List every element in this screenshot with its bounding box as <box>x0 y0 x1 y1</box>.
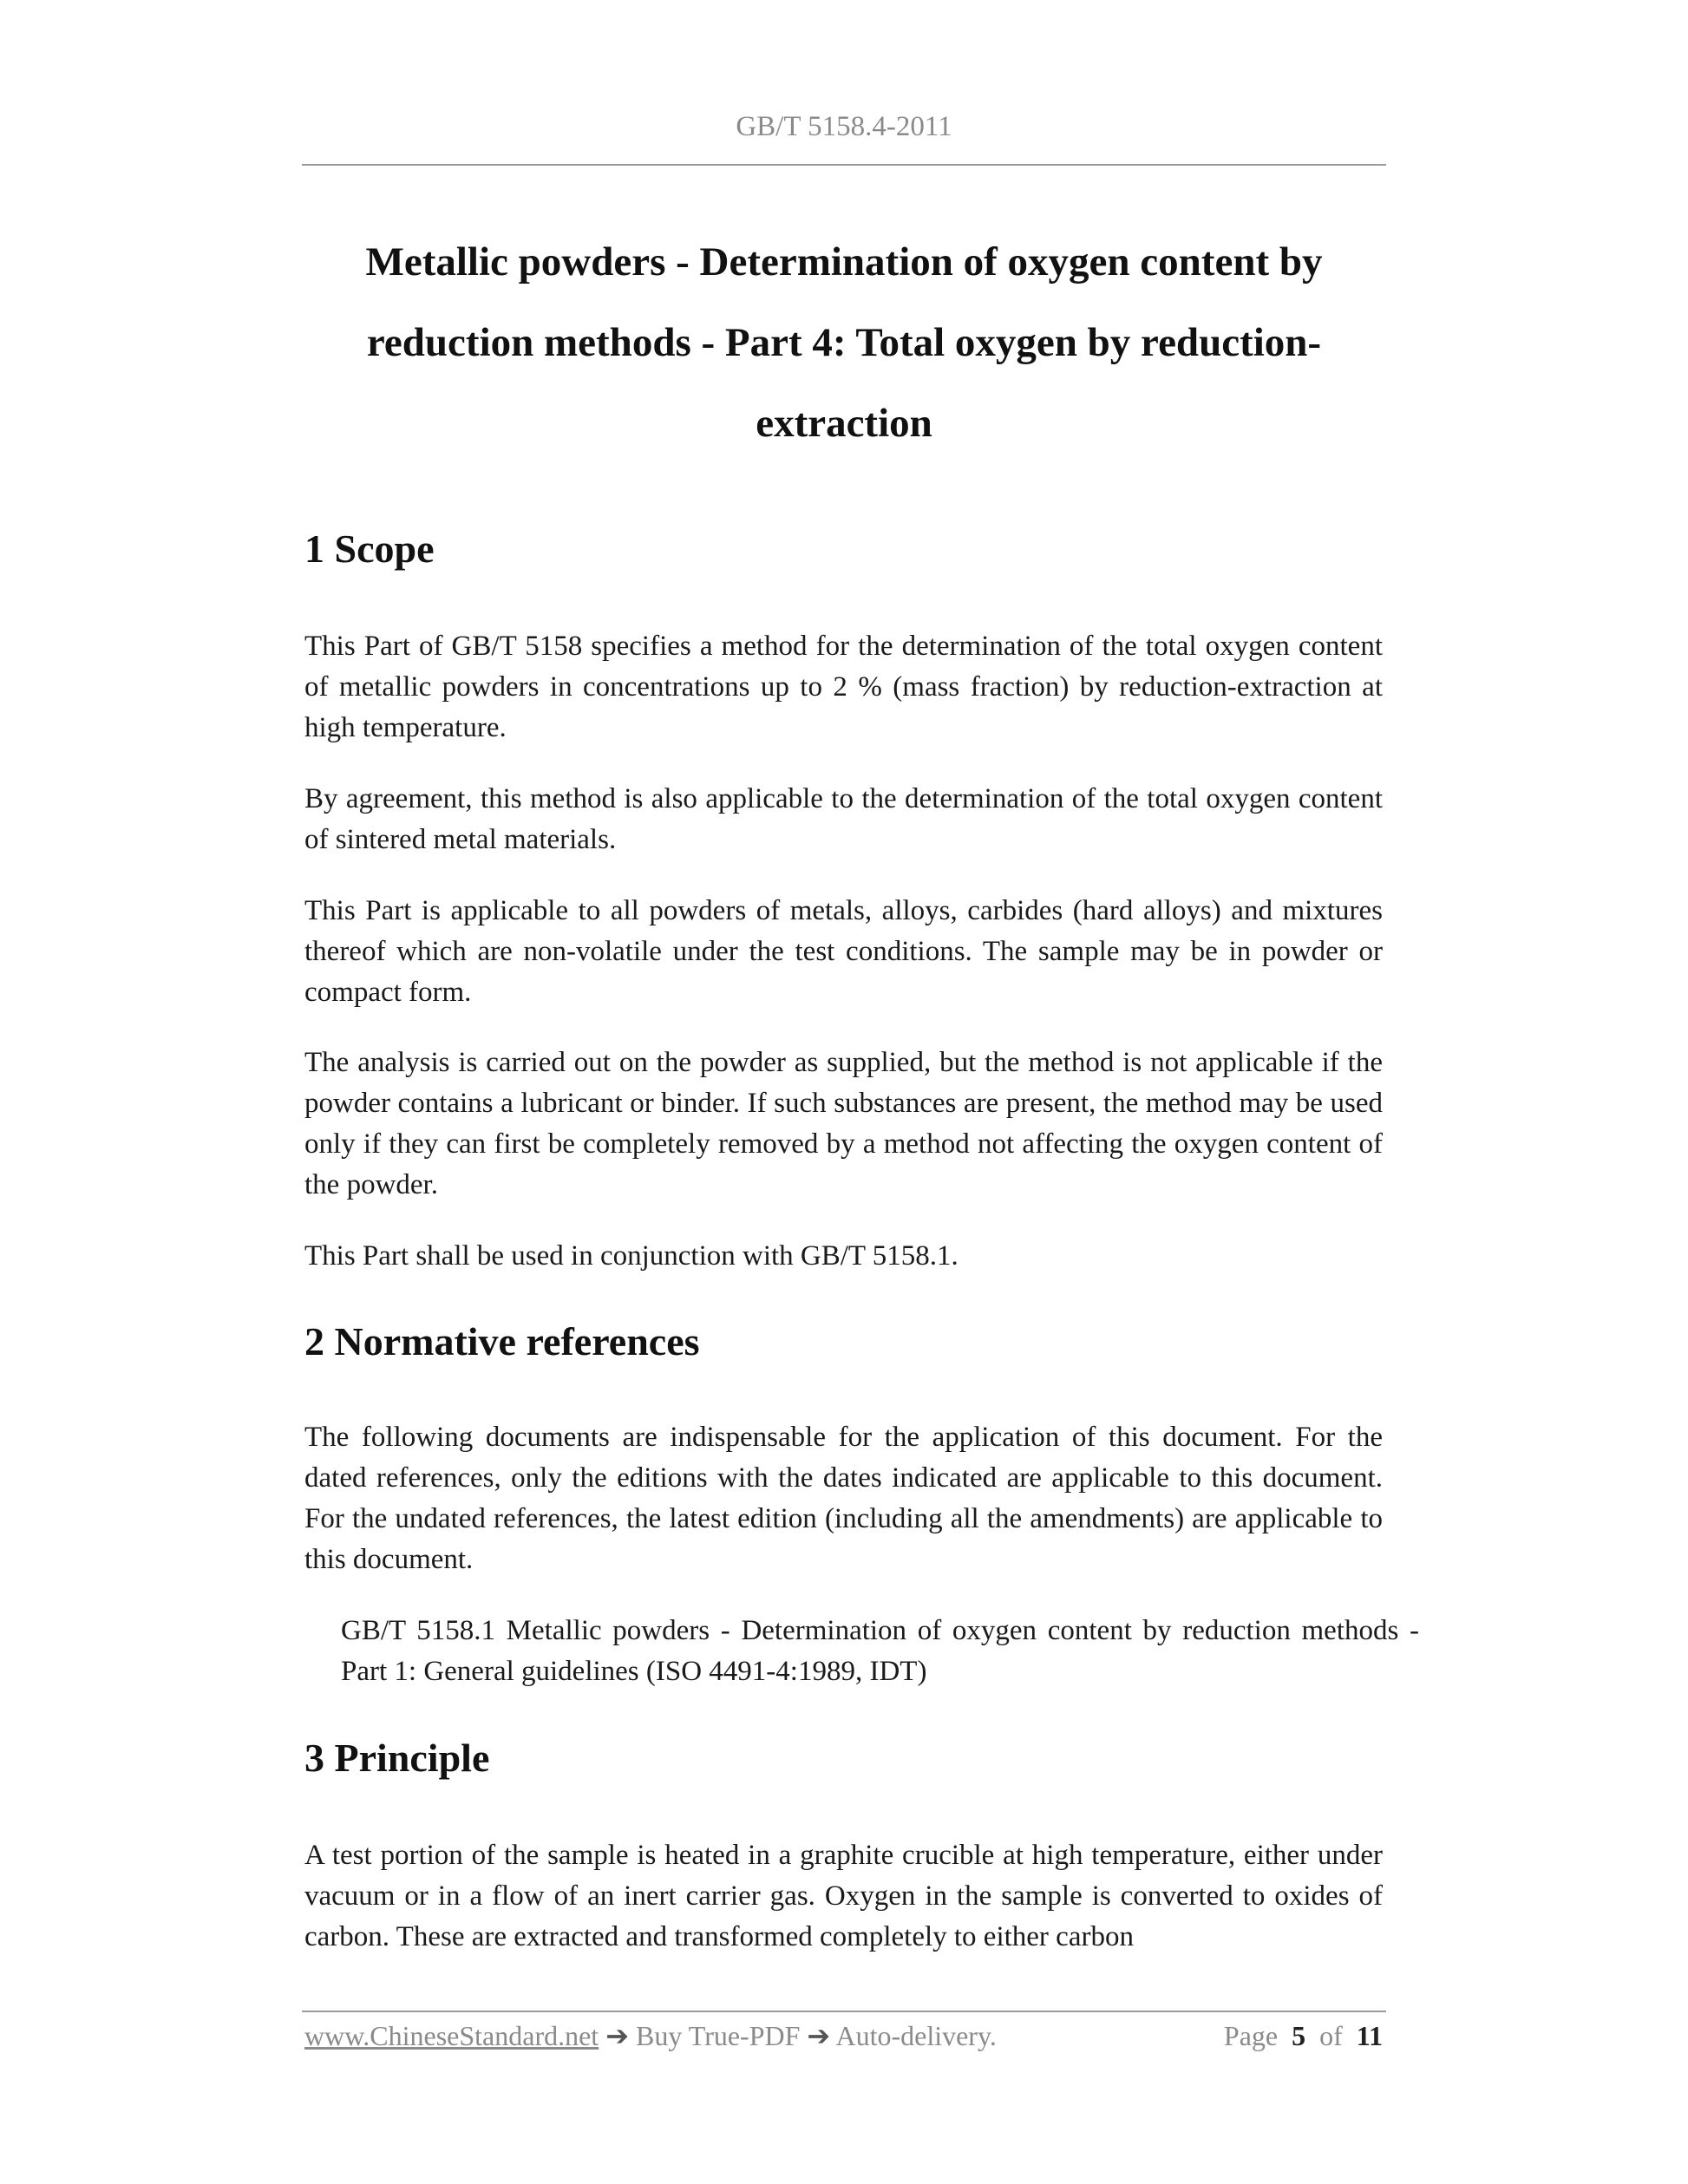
normative-paragraph-1: The following documents are indispensable for the application of this document. For the dated references, only the editions with the dates indicated are applicable to this document. For the undated references, the latest edition (including all the amendments) are applicable to this document. <box>304 1422 1383 1575</box>
title-line-2: reduction methods - Part 4: Total oxygen by reduction- <box>366 320 1322 365</box>
header-divider <box>302 164 1386 166</box>
auto-delivery-text: Auto-delivery. <box>835 2020 997 2051</box>
title-line-3: extraction <box>756 401 932 446</box>
page-counter <box>1224 2016 1383 2056</box>
section-heading-scope: 1 Scope <box>304 526 435 571</box>
document-title <box>338 222 1350 464</box>
of-label: of <box>1319 2020 1343 2051</box>
section-heading-principle: 3 Principle <box>304 1736 490 1780</box>
scope-paragraph-4: The analysis is carried out on the powder as supplied, but the method is not applicable if the powder contains a lubricant or binder. If such substances are present, the method may be used only if they can first be completely removed by a method not affecting the oxygen content of the powder. <box>304 1047 1383 1200</box>
scope-paragraph-1: This Part of GB/T 5158 specifies a method for the determination of the total oxygen content of metallic powders in concentrations up to 2 % (mass fraction) by reduction-extraction at high temperature. <box>304 631 1383 743</box>
scope-paragraph-3: This Part is applicable to all powders of metals, alloys, carbides (hard alloys) and mixtures thereof which are non-volatile under the test conditions. The sample may be in powder or compact form. <box>304 895 1383 1008</box>
scope-paragraph-2: By agreement, this method is also applicable to the determination of the total oxygen content of sintered metal materials. <box>304 783 1383 855</box>
buy-pdf-text: Buy True-PDF <box>636 2020 801 2051</box>
site-link[interactable]: www.ChineseStandard.net <box>304 2020 599 2051</box>
normative-reference-item: GB/T 5158.1 Metallic powders - Determination of oxygen content by reduction methods - Part 1: General guidelines (ISO 4491-4:1989, IDT) <box>341 1615 1419 1687</box>
footer-promo <box>304 2016 997 2056</box>
scope-paragraph-5: This Part shall be used in conjunction with GB/T 5158.1. <box>304 1240 958 1272</box>
section-heading-normative-references: 2 Normative references <box>304 1319 700 1363</box>
arrow-right-icon: ➔ <box>807 2020 831 2051</box>
page-current: 5 <box>1292 2020 1306 2051</box>
page-total: 11 <box>1356 2020 1383 2051</box>
running-header: GB/T 5158.4-2011 <box>736 111 952 142</box>
title-line-1: Metallic powders - Determination of oxygen content by <box>365 239 1323 284</box>
principle-paragraph-1: A test portion of the sample is heated in a graphite crucible at high temperature, either under vacuum or in a flow of an inert carrier gas. Oxygen in the sample is converted to oxides of carbon. These are extracted and transformed completely to either carbon <box>304 1840 1383 1952</box>
arrow-right-icon: ➔ <box>605 2020 629 2051</box>
footer-divider <box>302 2011 1386 2012</box>
page-label: Page <box>1223 2020 1279 2051</box>
